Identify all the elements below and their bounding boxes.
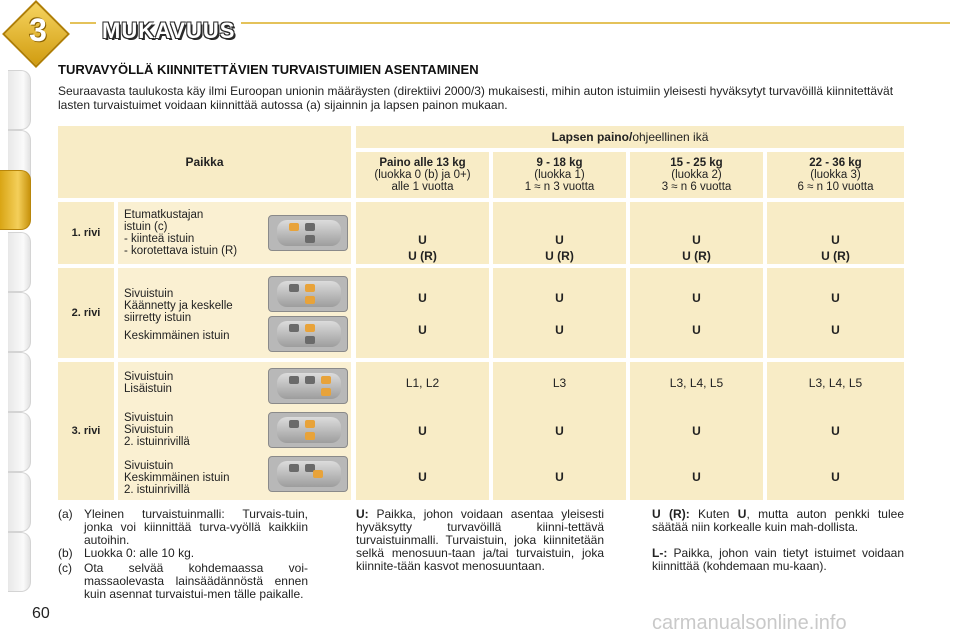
value-cell bbox=[630, 202, 763, 264]
cell-value: L1, L2 bbox=[405, 376, 440, 390]
column-age: 6 ≈ n 10 vuotta bbox=[797, 181, 874, 193]
column-header bbox=[630, 152, 763, 198]
seat-line: siirretty istuin bbox=[124, 312, 192, 324]
column-class: (luokka 2) bbox=[671, 169, 722, 181]
value-cell bbox=[767, 202, 904, 264]
seat-cell bbox=[118, 202, 351, 264]
cell-value: U bbox=[418, 470, 427, 484]
car-seat-diagram bbox=[268, 456, 348, 492]
cell-value: U bbox=[692, 470, 701, 484]
row-label-text: 3. rivi bbox=[71, 425, 101, 437]
cell-value: U (R) bbox=[821, 249, 850, 263]
cell-value: U bbox=[418, 233, 427, 247]
chapter-title: MUKAVUUS bbox=[96, 18, 241, 44]
seat-line: 2. istuinrivillä bbox=[124, 436, 190, 448]
cell-value: U bbox=[692, 233, 701, 247]
cell-value: U bbox=[831, 424, 840, 438]
cell-value: U bbox=[831, 291, 840, 305]
seat-description bbox=[124, 288, 233, 324]
chapter-tab[interactable] bbox=[8, 352, 31, 412]
column-class: (luokka 0 (b) ja 0+) bbox=[374, 169, 471, 181]
watermark: carmanualsonline.info bbox=[652, 612, 847, 634]
column-title: Paino alle 13 kg bbox=[379, 157, 466, 169]
value-cell bbox=[493, 268, 626, 358]
legend-u bbox=[356, 508, 604, 573]
weight-header bbox=[356, 126, 904, 148]
value-cell bbox=[767, 268, 904, 358]
seat-line: Keskimmäinen istuin bbox=[124, 472, 230, 484]
footnote-b bbox=[58, 547, 308, 560]
legend-text: U bbox=[737, 507, 747, 521]
cell-value: U bbox=[418, 424, 427, 438]
seat-line: 2. istuinrivillä bbox=[124, 484, 190, 496]
value-cell bbox=[767, 362, 904, 500]
legend-label: L-: bbox=[652, 546, 668, 560]
cell-value: U (R) bbox=[408, 249, 437, 263]
footnote-text: Ota selvää kohdemaassa voi-massaolevasta lainsäädännöstä ennen kuin asennat turvaistui-men tälle paikalle. bbox=[84, 561, 308, 601]
footnote-label: (c) bbox=[58, 561, 72, 575]
cell-value: U bbox=[692, 323, 701, 337]
cell-value: U bbox=[692, 424, 701, 438]
car-seat-diagram bbox=[268, 368, 348, 404]
cell-value: U bbox=[555, 233, 564, 247]
car-seat-diagram bbox=[268, 412, 348, 448]
footnote-text: Yleinen turvaistuinmalli: Turvais-tuin, jonka voi kiinnittää turva-vyöllä kaikkiin autoihin. bbox=[84, 507, 308, 547]
cell-value: U bbox=[418, 323, 427, 337]
seat-description bbox=[124, 330, 229, 342]
chapter-tab[interactable] bbox=[8, 472, 31, 532]
cell-value: U bbox=[555, 291, 564, 305]
legend-label: U: bbox=[356, 507, 369, 521]
column-title: 22 - 36 kg bbox=[809, 157, 862, 169]
cell-value: U bbox=[418, 291, 427, 305]
place-header bbox=[58, 126, 351, 198]
value-cell bbox=[356, 268, 489, 358]
chapter-tab[interactable] bbox=[8, 292, 31, 352]
weight-header-bold: Lapsen paino/ bbox=[551, 130, 633, 144]
column-age: 1 ≈ n 3 vuotta bbox=[524, 181, 595, 193]
car-seat-diagram bbox=[268, 316, 348, 352]
cell-value: U (R) bbox=[545, 249, 574, 263]
row-label-text: 1. rivi bbox=[71, 227, 101, 239]
cell-value: U bbox=[831, 323, 840, 337]
footnote-text: Luokka 0: alle 10 kg. bbox=[84, 546, 195, 560]
value-cell bbox=[630, 268, 763, 358]
section-title: TURVAVYÖLLÄ KIINNITETTÄVIEN TURVAISTUIMIEN ASENTAMINEN bbox=[58, 62, 479, 77]
seat-description bbox=[124, 412, 190, 448]
seat-line: Käännetty ja keskelle bbox=[124, 300, 233, 312]
cell-value: U (R) bbox=[682, 249, 711, 263]
value-cell bbox=[493, 202, 626, 264]
value-cell bbox=[356, 362, 489, 500]
cell-value: L3, L4, L5 bbox=[808, 376, 863, 390]
legend-label: U (R): bbox=[652, 507, 690, 521]
chapter-tab-active[interactable] bbox=[0, 170, 31, 230]
column-title: 15 - 25 kg bbox=[670, 157, 723, 169]
seat-description bbox=[124, 460, 229, 496]
value-cell bbox=[630, 362, 763, 500]
car-seat-diagram bbox=[268, 215, 348, 251]
footnote-c bbox=[58, 562, 308, 601]
column-title: 9 - 18 kg bbox=[536, 157, 583, 169]
legend-text: Paikka, johon voidaan asentaa yleisesti hyväksytty turvavöillä kiinni-tettävä turvaistuinmalli. Turvaistuin, joka kiinnitetään selkä menosuun-taan ja/tai turvaistuin, joka kiinnite-tään kasvot menosuuntaan. bbox=[356, 507, 604, 573]
cell-value: U bbox=[555, 424, 564, 438]
chapter-tab[interactable] bbox=[8, 532, 31, 592]
seat-line: Lisäistuin bbox=[124, 383, 172, 395]
chapter-tabs bbox=[0, 0, 40, 640]
row-label bbox=[58, 268, 114, 358]
seat-line: - korotettava istuin (R) bbox=[124, 245, 238, 257]
seat-cell bbox=[118, 362, 351, 500]
seat-line: Sivuistuin bbox=[124, 460, 174, 472]
cell-value: U bbox=[831, 233, 840, 247]
intro-paragraph: Seuraavasta taulukosta käy ilmi Euroopan unionin määräysten (direktiivi 2000/3) mukaisesti, mihin auton istuimiin yleisesti hyväksytyt turvavöillä kiinnitettävät lasten turvaistuimet voidaan kiinnittää autossa (a) sijainnin ja lapsen painon mukaan. bbox=[58, 84, 894, 112]
cell-value: U bbox=[555, 470, 564, 484]
chapter-tab[interactable] bbox=[8, 412, 31, 472]
cell-value: U bbox=[692, 291, 701, 305]
footnote-label: (a) bbox=[58, 507, 73, 521]
seat-line: Etumatkustajan bbox=[124, 209, 204, 221]
seat-description bbox=[124, 371, 173, 395]
legend-text: Kuten bbox=[689, 507, 738, 521]
seat-line: Sivuistuin bbox=[124, 288, 174, 300]
seat-line: Sivuistuin bbox=[124, 424, 174, 436]
cell-value: U bbox=[555, 323, 564, 337]
column-age: alle 1 vuotta bbox=[391, 181, 454, 193]
seat-description bbox=[124, 209, 237, 257]
value-cell bbox=[493, 362, 626, 500]
footnote-a bbox=[58, 508, 308, 547]
page-number: 60 bbox=[32, 605, 50, 622]
seat-line: istuin (c) bbox=[124, 221, 168, 233]
chapter-tab[interactable] bbox=[8, 70, 31, 130]
row-label-text: 2. rivi bbox=[71, 307, 101, 319]
footnote-label: (b) bbox=[58, 546, 73, 560]
chapter-number: 3 bbox=[29, 12, 47, 48]
seat-line: Sivuistuin bbox=[124, 371, 174, 383]
chapter-tab[interactable] bbox=[8, 232, 31, 292]
value-cell bbox=[356, 202, 489, 264]
seat-line: - kiinteä istuin bbox=[124, 233, 195, 245]
cell-value: L3 bbox=[552, 376, 567, 390]
column-class: (luokka 3) bbox=[810, 169, 861, 181]
legend-text: , mutta auton penkki tulee säätää niin korkealle kuin mah-dollista. bbox=[652, 507, 904, 534]
column-age: 3 ≈ n 6 vuotta bbox=[661, 181, 732, 193]
cell-value: U bbox=[831, 470, 840, 484]
weight-header-rest: ohjeellinen ikä bbox=[632, 130, 709, 144]
column-header bbox=[356, 152, 489, 198]
legend-ur bbox=[652, 508, 904, 534]
car-seat-diagram bbox=[268, 276, 348, 312]
column-header bbox=[493, 152, 626, 198]
place-header-text: Paikka bbox=[185, 155, 224, 169]
seat-cell bbox=[118, 268, 351, 358]
row-label bbox=[58, 202, 114, 264]
row-label bbox=[58, 362, 114, 500]
seat-line: Keskimmäinen istuin bbox=[124, 330, 230, 342]
legend-text: Paikka, johon vain tietyt istuimet voidaan kiinnittää (kohdemaan mu-kaan). bbox=[652, 546, 904, 573]
cell-value: L3, L4, L5 bbox=[669, 376, 724, 390]
seat-line: Sivuistuin bbox=[124, 412, 174, 424]
column-class: (luokka 1) bbox=[534, 169, 585, 181]
legend-l bbox=[652, 547, 904, 573]
column-header bbox=[767, 152, 904, 198]
